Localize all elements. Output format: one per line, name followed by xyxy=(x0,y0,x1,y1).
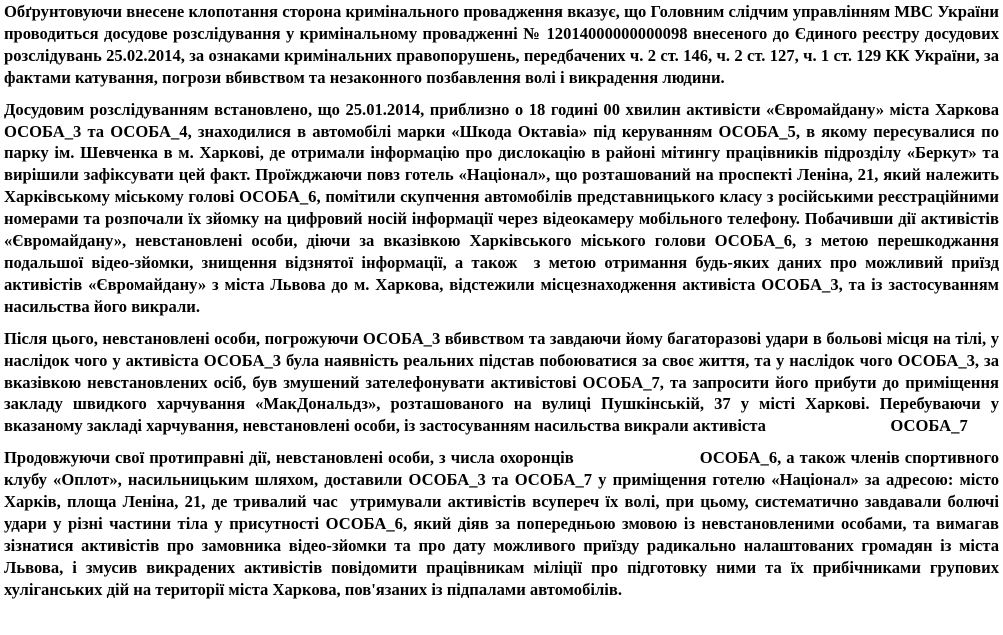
paragraph-continued-unlawful-acts: Продовжуючи свої протиправні дії, невстановлені особи, з числа охоронців ОСОБА_6, а також членів спортивного клубу «Оплот», насильницьким шляхом, доставили ОСОБА_3 та ОСОБА_7 у приміщення готелю «Націонал» за адресою: місто Харків, площа Леніна, 21, де тривалий час утримували активістів всупереч їх волі, при цьому, систематично завдавали болючі удари у різні частини тіла у присутності ОСОБА_6, який діяв за попередньою змовою із невстановленими особами, та вимагав зізнатися активістів про замовника відео-зйомки та про дату можливого приїзду радикально налаштованих громадян із міста Львова, і змусив викрадених активістів повідомити працівникам міліції про підготовку ними та їх прибічниками групових хуліганських дій на території міста Харкова, пов'язаних із підпалами автомобілів. xyxy=(4,448,999,599)
paragraph-investigation-findings: Досудовим розслідуванням встановлено, що 25.01.2014, приблизно о 18 годині 00 хвилин активісти «Євромайдану» міста Харкова ОСОБА_3 та ОСОБА_4, знаходилися в автомобілі марки «Шкода Октавіа» під керуванням ОСОБА_5, в якому пересувалися по парку ім. Шевченка в м. Харкові, де отримали інформацію про дислокацію в районі мітингу працівників підрозділу «Беркут» та вирішили зафіксувати цей факт. Проїжджаючи повз готель «Націонал», що розташований на проспекті Леніна, 21, який належить Харківському міському голові ОСОБА_6, помітили скупчення автомобілів представницького класу з російськими реєстраційними номерами та розпочали їх зйомку на цифровий носій інформації через відеокамеру мобільного телефону. Побачивши дії активістів «Євромайдану», невстановлені особи, діючи за вказівкою Харківського міського голови ОСОБА_6, з метою перешкоджання подальшої відео-зйомки, знищення відзнятої інформації, а також з метою отримання будь-яких даних про можливий приїзд активістів «Євромайдану» з міста Львова до м. Харкова, відстежили місцезнаходження активіста ОСОБА_3, та із застосуванням насильства його викрали. xyxy=(4,99,999,316)
paragraph-petition-justification: Обґрунтовуючи внесене клопотання сторона кримінального провадження вказує, що Головним слідчим управлінням МВС України проводиться досудове розслідування у кримінальному провадженні № 12014000000000098 внесеного до Єдиного реєстру досудових розслідувань 25.02.2014, за ознаками кримінальних правопорушень, передбачених ч. 2 ст. 146, ч. 2 ст. 127, ч. 1 ст. 129 КК України, за фактами катування, погрози вбивством та незаконного позбавлення волі і викрадення людини. xyxy=(4,2,999,87)
paragraph-threats-and-abduction: Після цього, невстановлені особи, погрожуючи ОСОБА_3 вбивством та завдаючи йому багаторазові удари в больові місця на тілі, у наслідок чого у активіста ОСОБА_3 була наявність реальних підстав побоюватися за своє життя, та у наслідок чого ОСОБА_3, за вказівкою невстановлених осіб, був змушений зателефонувати активістові ОСОБА_7, та запросити його прибути до приміщення закладу швидкого харчування «МакДональдз», розташованого на вулиці Пушкінській, 37 у місті Харкові. Перебуваючи у вказаному закладі харчування, невстановлені особи, із застосуванням насильства викрали активіста ОСОБА_7 xyxy=(4,328,999,436)
